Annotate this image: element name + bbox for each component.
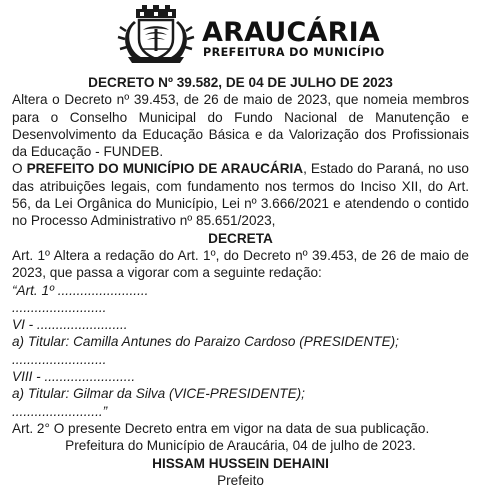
quote-line: ......................... <box>12 299 107 315</box>
decree-title: DECRETO Nº 39.582, DE 04 DE JULHO DE 2023 <box>88 75 393 90</box>
preamble-prefix: O <box>12 161 27 177</box>
place-date: Prefeitura do Município de Araucária, 04 de julho de 2023. <box>65 438 416 454</box>
signatory-name: HISSAM HUSSEIN DEHAINI <box>152 455 329 471</box>
decree-body <box>12 74 469 489</box>
decreta-heading: DECRETA <box>208 230 273 246</box>
article-2: Art. 2° O presente Decreto entra em vigor na data de sua publicação. <box>12 420 430 436</box>
brand-name: ARAUCÁRIA <box>202 17 380 48</box>
quote-line: a) Titular: Gilmar da Silva (VICE-PRESIDENTE); <box>12 386 305 402</box>
header <box>0 0 479 66</box>
decree-preamble <box>12 160 469 229</box>
brand-subtitle: PREFEITURA DO MUNICÍPIO <box>203 46 385 59</box>
article-1: Art. 1º Altera a redação do Art. 1º, do Decreto nº 39.453, de 26 de maio de 2023, que passa a vigorar com a seguinte redação: <box>12 247 469 281</box>
preamble-rest: , Estado do Paraná, no uso das atribuições legais, com fundamento nos termos do Inciso XII, do Art. 56, da Lei Orgânica do Município, Lei nº 3.666/2021 e atendendo o contido no Processo Administrativo nº 85.651/2023, <box>12 161 469 229</box>
preamble-authority: PREFEITO DO MUNICÍPIO DE ARAUCÁRIA <box>26 161 304 177</box>
decree-summary: Altera o Decreto nº 39.453, de 26 de maio de 2023, que nomeia membros para o Conselho Municipal do Fundo Nacional de Manutenção e Desenvolvimento da Educação Básica e da Valorização dos Profissionais da Educação - FUNDEB. <box>12 92 469 160</box>
quote-line: ........................” <box>12 403 108 419</box>
quote-line: VI - ........................ <box>12 317 128 333</box>
quote-line: “Art. 1º ........................ <box>12 282 149 298</box>
quote-line: ......................... <box>12 351 107 367</box>
quote-line: VIII - ........................ <box>12 369 136 385</box>
coat-of-arms-icon <box>114 5 198 65</box>
brand <box>202 19 385 59</box>
signatory-title: Prefeito <box>217 472 264 488</box>
quote-line: a) Titular: Camilla Antunes do Paraizo Cardoso (PRESIDENTE); <box>12 334 399 350</box>
